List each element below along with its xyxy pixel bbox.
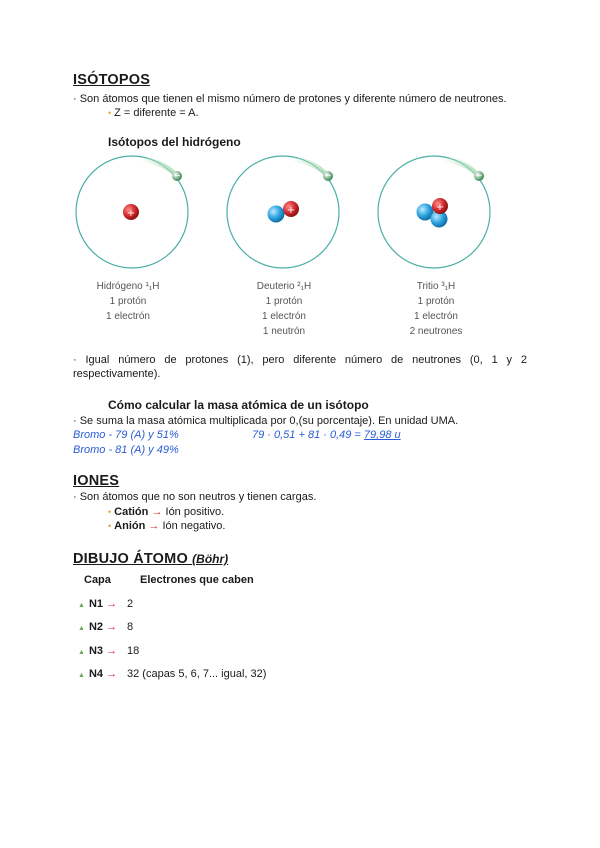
capa-label: N3 xyxy=(88,645,103,657)
row-value: 8 xyxy=(127,621,134,633)
caption-line: 1 electrón xyxy=(262,311,306,322)
svg-text:+: + xyxy=(435,202,445,213)
caption-name: Tritio ³₁H xyxy=(416,281,456,292)
row-value: 2 xyxy=(127,598,134,610)
table-row-n2 xyxy=(78,620,117,636)
arrow-right-icon: → xyxy=(151,506,163,518)
deuterium-atom xyxy=(227,156,339,268)
table-row-n4 xyxy=(78,667,117,683)
arrow-right-icon: → xyxy=(106,621,118,633)
caption-line: 1 electrón xyxy=(106,311,150,322)
caption-line: 1 protón xyxy=(417,296,455,307)
triangle-icon: ▲ xyxy=(78,649,85,656)
svg-text:−: − xyxy=(324,171,332,180)
dibujo-title-italic: (Böhr) xyxy=(192,552,229,566)
arrow-right-icon: → xyxy=(106,598,118,610)
caption-deuterio xyxy=(224,279,344,339)
table-row-n3 xyxy=(78,644,117,660)
caption-line: 1 protón xyxy=(265,296,303,307)
iones-definition: · Son átomos que no son neutros y tienen cargas. xyxy=(73,491,317,503)
capa-label: N1 xyxy=(88,598,103,610)
dibujo-title-text: DIBUJO ÁTOMO xyxy=(73,551,193,567)
iones-title: IONES xyxy=(73,473,120,489)
masa-calculation xyxy=(252,429,401,441)
anion-text: Ión negativo. xyxy=(159,520,226,532)
row-value: 32 (capas 5, 6, 7... igual, 32) xyxy=(127,668,267,680)
table-row-n1 xyxy=(78,597,117,613)
triangle-icon: ▲ xyxy=(78,625,85,632)
bullet-icon: • xyxy=(108,108,112,118)
row-value: 18 xyxy=(127,645,140,657)
masa-title: Cómo calcular la masa atómica de un isótopo xyxy=(108,398,369,412)
arrow-right-icon: → xyxy=(106,668,118,680)
caption-hidrogeno xyxy=(68,279,188,324)
anion-item xyxy=(108,519,225,533)
bullet-icon: • xyxy=(108,507,112,517)
isotopos-definition: · Son átomos que tienen el mismo número de protones y diferente número de neutrones. xyxy=(73,93,507,105)
caption-tritio xyxy=(376,279,496,339)
svg-text:+: + xyxy=(286,205,296,216)
bullet-icon: • xyxy=(108,521,112,531)
caption-line: 1 electrón xyxy=(414,311,458,322)
caption-name: Hidrógeno ¹₁H xyxy=(96,281,160,292)
col-capa-header: Capa xyxy=(84,574,111,586)
cation-item xyxy=(108,505,224,519)
col-electrones-header: Electrones que caben xyxy=(140,574,254,586)
svg-text:+: + xyxy=(126,208,136,219)
arrow-right-icon: → xyxy=(148,520,160,532)
dibujo-title xyxy=(73,550,228,568)
hydrogen-isotopes-figure xyxy=(60,150,520,280)
isotopos-bullet-text: Z = diferente = A. xyxy=(114,107,199,119)
calc-result: 79,98 u xyxy=(363,429,401,441)
isotopos-title: ISÓTOPOS xyxy=(73,72,151,88)
masa-definition: · Se suma la masa atómica multiplicada por 0,(su porcentaje). En unidad UMA. xyxy=(73,415,459,427)
anion-label: Anión xyxy=(114,520,146,532)
bromo-79: Bromo - 79 (A) y 51% xyxy=(73,429,179,441)
caption-line: 1 protón xyxy=(109,296,147,307)
isotopos-bullet xyxy=(108,106,199,120)
svg-text:−: − xyxy=(173,171,181,180)
cation-label: Catión xyxy=(114,506,149,518)
caption-name: Deuterio ²₁H xyxy=(256,281,312,292)
triangle-icon: ▲ xyxy=(78,672,85,679)
caption-line: 2 neutrones xyxy=(409,326,463,337)
figure-title: Isótopos del hidrógeno xyxy=(108,135,241,149)
arrow-right-icon: → xyxy=(106,645,118,657)
cation-text: Ión positivo. xyxy=(162,506,225,518)
capa-label: N2 xyxy=(88,621,103,633)
caption-line: 1 neutrón xyxy=(262,326,306,337)
svg-text:−: − xyxy=(475,171,483,180)
triangle-icon: ▲ xyxy=(78,602,85,609)
igual-text: · Igual número de protones (1), pero diferente número de neutrones (0, 1 y 2 respectivamente). xyxy=(73,354,527,380)
capa-label: N4 xyxy=(88,668,103,680)
tritium-atom xyxy=(378,156,490,268)
hydrogen-atom xyxy=(76,156,188,268)
bromo-81: Bromo - 81 (A) y 49% xyxy=(73,444,179,456)
calc-expression: 79 · 0,51 + 81 · 0,49 = xyxy=(252,429,364,441)
